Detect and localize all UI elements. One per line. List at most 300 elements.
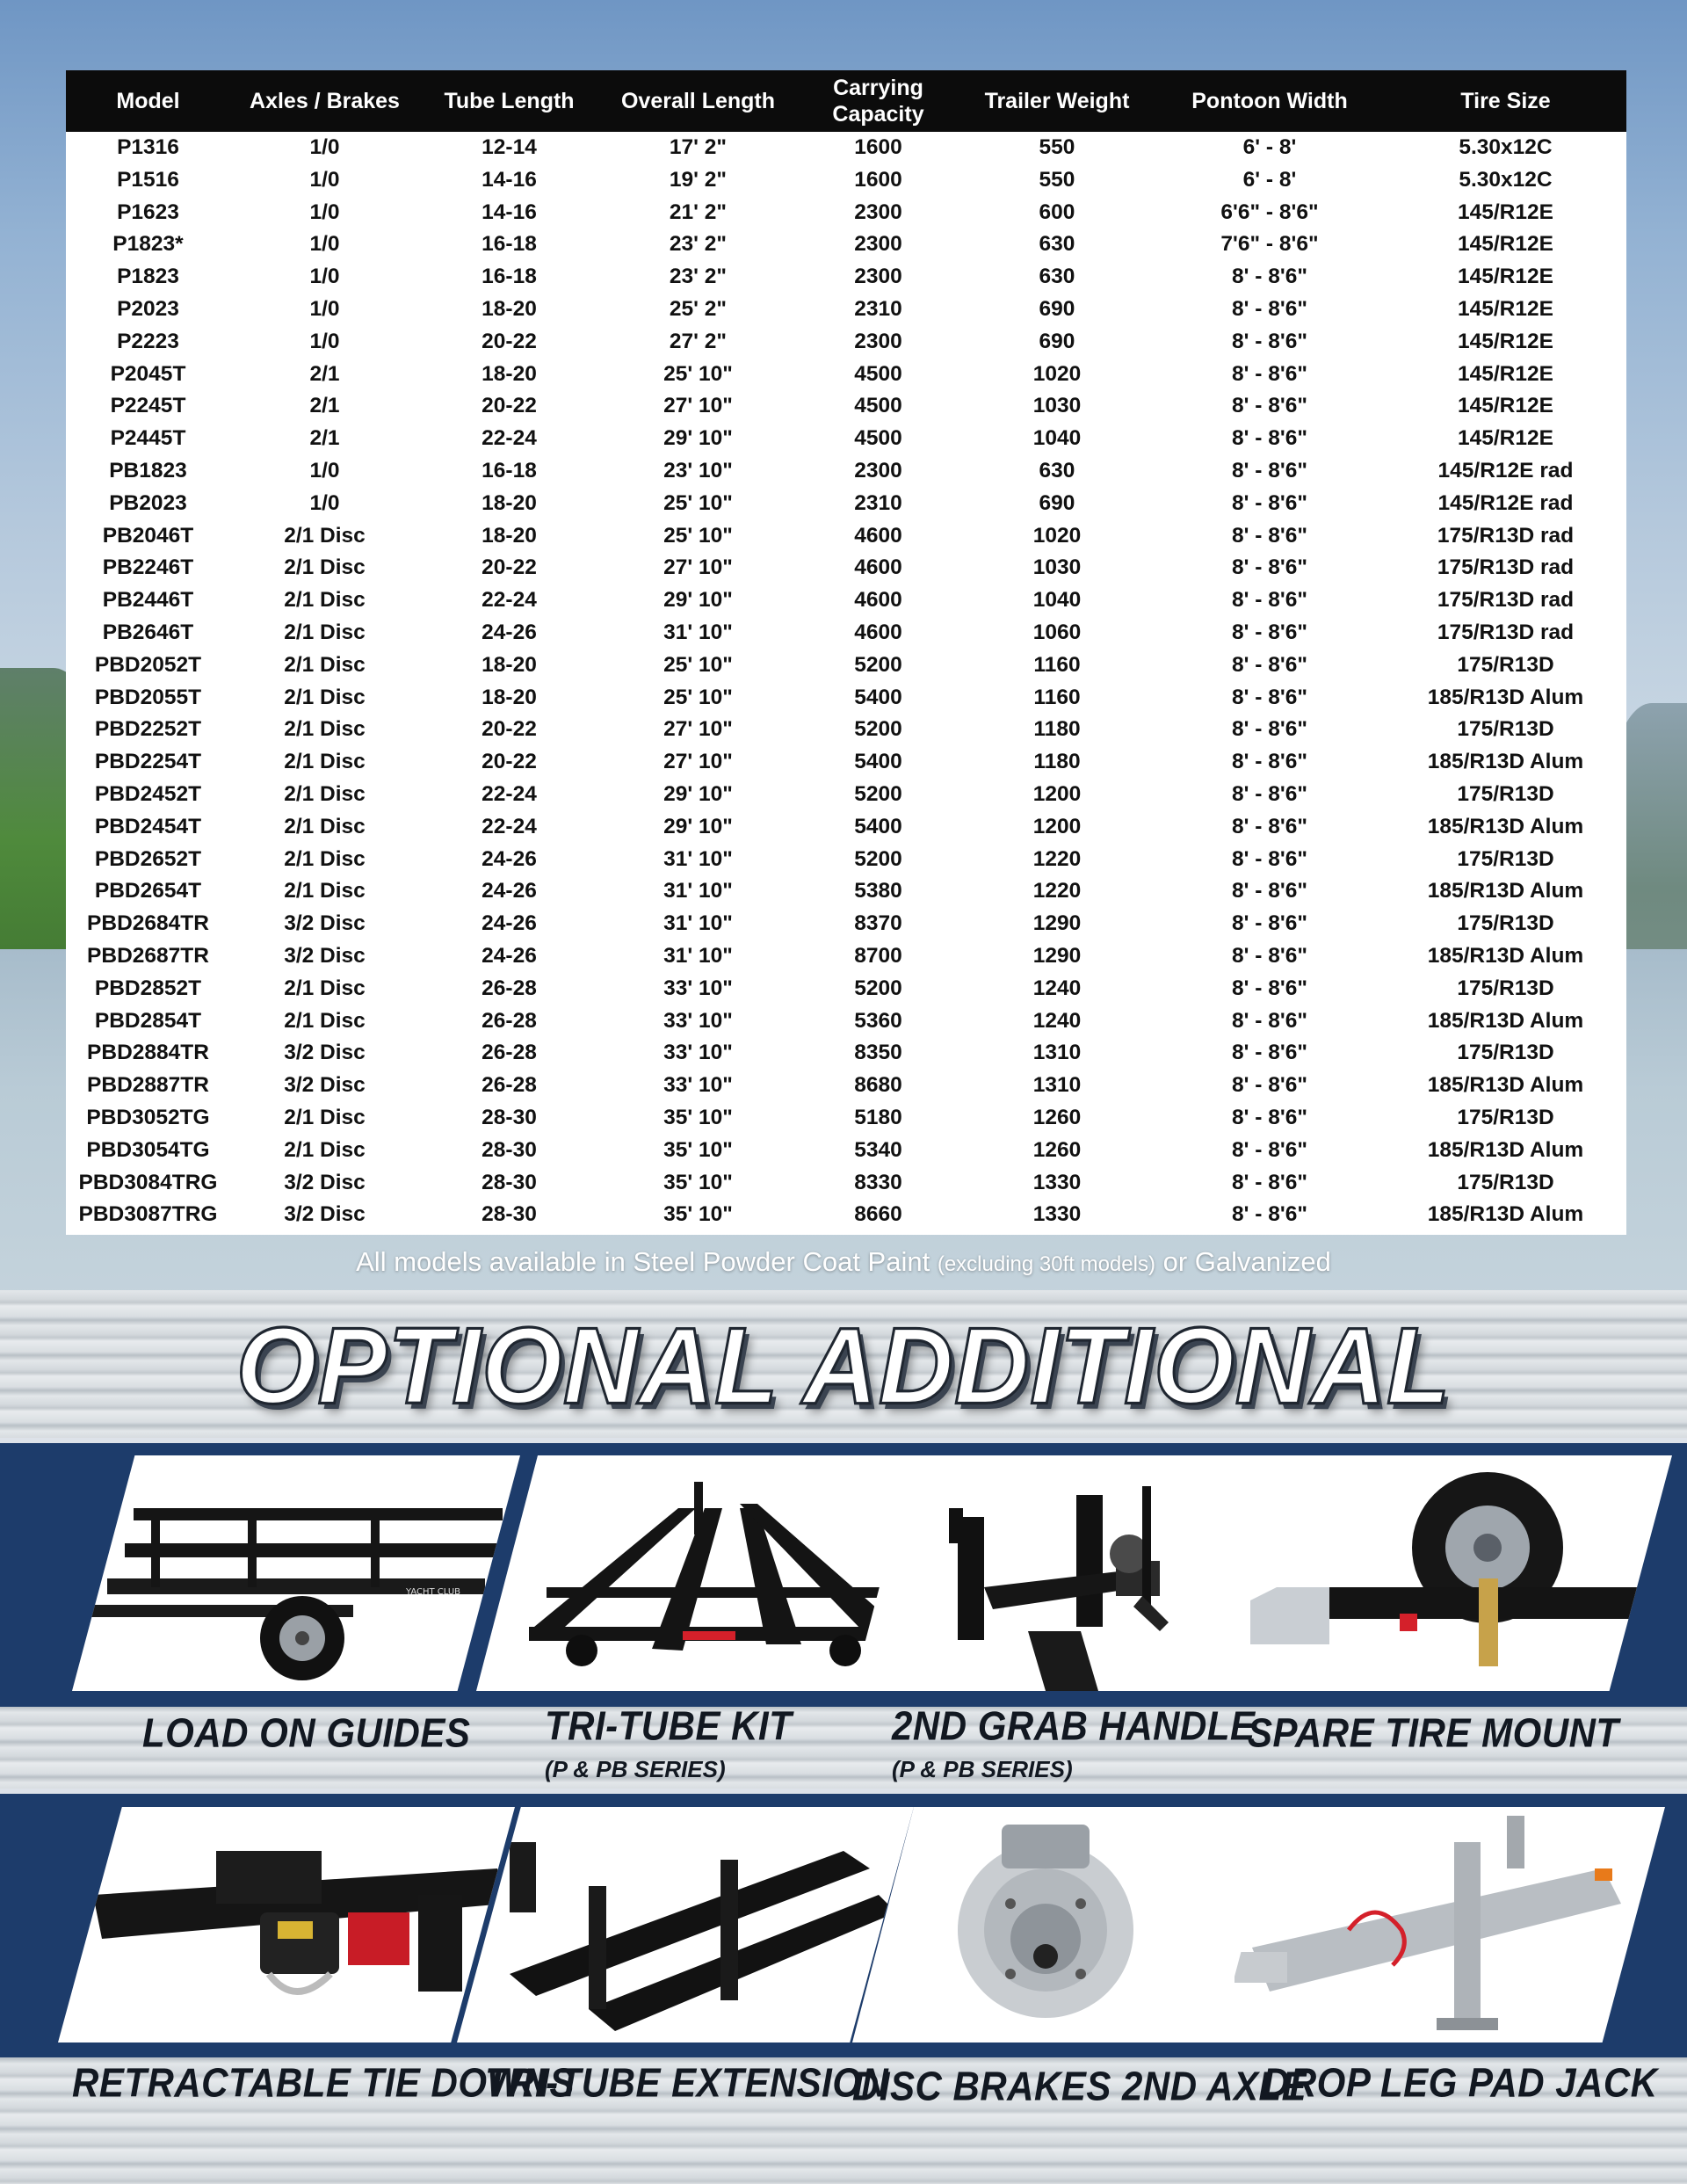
cell-tire-size: 185/R13D Alum bbox=[1427, 879, 1584, 903]
cell-carrying-capacity: 5180 bbox=[854, 1105, 902, 1129]
cell-overall-length: 27' 10" bbox=[663, 555, 733, 580]
feature-label-retractable-tie-downs: RETRACTABLE TIE DOWNS bbox=[72, 2059, 576, 2106]
header-carrying-capacity-text: Carrying Capacity bbox=[832, 76, 924, 127]
cell-trailer-weight: 600 bbox=[1039, 200, 1075, 224]
cell-carrying-capacity: 1600 bbox=[854, 135, 902, 159]
cell-trailer-weight: 1290 bbox=[1032, 943, 1082, 968]
cell-model: PBD2684TR bbox=[87, 911, 209, 936]
cell-carrying-capacity: 4500 bbox=[854, 394, 902, 418]
cell-model: PB2023 bbox=[109, 490, 187, 515]
cell-tire-size: 175/R13D bbox=[1457, 911, 1554, 936]
cell-overall-length: 27' 2" bbox=[669, 329, 728, 353]
cell-tire-size: 145/R12E rad bbox=[1437, 458, 1574, 483]
cell-axles-brakes: 2/1 bbox=[309, 426, 340, 451]
cell-trailer-weight: 1200 bbox=[1032, 814, 1082, 838]
availability-footnote bbox=[0, 1246, 1687, 1278]
cell-axles-brakes: 1/0 bbox=[309, 265, 340, 289]
cell-trailer-weight: 1220 bbox=[1032, 846, 1082, 871]
cell-axles-brakes: 2/1 Disc bbox=[284, 1008, 366, 1033]
cell-pontoon-width: 8' - 8'6" bbox=[1232, 296, 1307, 321]
table-row bbox=[66, 1005, 1626, 1038]
cell-pontoon-width: 8' - 8'6" bbox=[1232, 329, 1307, 353]
cell-overall-length: 33' 10" bbox=[663, 1041, 733, 1065]
cell-trailer-weight: 1240 bbox=[1032, 976, 1082, 1000]
cell-pontoon-width: 8' - 8'6" bbox=[1232, 394, 1307, 418]
cell-tire-size: 145/R12E bbox=[1458, 329, 1553, 353]
table-row bbox=[66, 682, 1626, 715]
cell-carrying-capacity: 5200 bbox=[854, 976, 902, 1000]
table-row bbox=[66, 390, 1626, 423]
table-row bbox=[66, 197, 1626, 229]
cell-model: PBD2052T bbox=[94, 652, 202, 677]
cell-carrying-capacity: 2300 bbox=[854, 232, 902, 257]
cell-pontoon-width: 8' - 8'6" bbox=[1232, 490, 1307, 515]
cell-tire-size: 185/R13D Alum bbox=[1427, 814, 1584, 838]
cell-model: PB2646T bbox=[102, 620, 194, 644]
cell-overall-length: 19' 2" bbox=[669, 167, 728, 192]
spec-table bbox=[66, 70, 1626, 1231]
cell-axles-brakes: 2/1 Disc bbox=[284, 652, 366, 677]
cell-tube-length: 28-30 bbox=[481, 1105, 537, 1129]
cell-overall-length: 29' 10" bbox=[663, 814, 733, 838]
brand-mark: YACHT CLUB bbox=[406, 1587, 461, 1597]
cell-carrying-capacity: 1600 bbox=[854, 167, 902, 192]
cell-carrying-capacity: 4600 bbox=[854, 620, 902, 644]
cell-tire-size: 175/R13D bbox=[1457, 717, 1554, 742]
cell-overall-length: 31' 10" bbox=[663, 620, 733, 644]
cell-tire-size: 145/R12E bbox=[1458, 361, 1553, 386]
cell-tire-size: 175/R13D bbox=[1457, 1170, 1554, 1194]
feature-label-2nd-grab-handle: 2ND GRAB HANDLE bbox=[892, 1702, 1256, 1749]
cell-pontoon-width: 6' - 8' bbox=[1242, 167, 1297, 192]
cell-tube-length: 24-26 bbox=[481, 911, 537, 936]
cell-carrying-capacity: 5200 bbox=[854, 846, 902, 871]
cell-tire-size: 175/R13D bbox=[1457, 1105, 1554, 1129]
cell-model: P1623 bbox=[117, 200, 179, 224]
cell-tube-length: 20-22 bbox=[481, 750, 537, 774]
table-row bbox=[66, 552, 1626, 584]
table-row bbox=[66, 423, 1626, 455]
cell-tube-length: 18-20 bbox=[481, 361, 537, 386]
cell-tube-length: 24-26 bbox=[481, 943, 537, 968]
cell-model: P2045T bbox=[110, 361, 186, 386]
cell-trailer-weight: 550 bbox=[1039, 135, 1075, 159]
cell-overall-length: 29' 10" bbox=[663, 426, 733, 451]
cell-tube-length: 18-20 bbox=[481, 296, 537, 321]
cell-trailer-weight: 1330 bbox=[1032, 1202, 1082, 1227]
drop-leg-pad-jack-image bbox=[1217, 1807, 1665, 2043]
cell-carrying-capacity: 8350 bbox=[854, 1041, 902, 1065]
footnote-tail: or Galvanized bbox=[1162, 1246, 1331, 1277]
cell-tire-size: 145/R12E bbox=[1458, 296, 1553, 321]
table-row bbox=[66, 520, 1626, 553]
table-row bbox=[66, 326, 1626, 359]
cell-model: PB1823 bbox=[109, 458, 187, 483]
cell-trailer-weight: 1180 bbox=[1033, 750, 1081, 774]
cell-overall-length: 25' 10" bbox=[663, 685, 733, 709]
table-row bbox=[66, 908, 1626, 940]
cell-tube-length: 20-22 bbox=[481, 394, 537, 418]
table-row bbox=[66, 1199, 1626, 1231]
cell-axles-brakes: 2/1 Disc bbox=[284, 523, 366, 548]
cell-tube-length: 14-16 bbox=[481, 167, 537, 192]
cell-overall-length: 35' 10" bbox=[663, 1137, 733, 1162]
cell-trailer-weight: 1060 bbox=[1032, 620, 1082, 644]
cell-tire-size: 175/R13D rad bbox=[1437, 555, 1575, 580]
cell-tube-length: 22-24 bbox=[481, 588, 537, 613]
cell-axles-brakes: 2/1 Disc bbox=[284, 976, 366, 1000]
cell-carrying-capacity: 8370 bbox=[854, 911, 902, 936]
cell-tube-length: 26-28 bbox=[481, 976, 537, 1000]
cell-trailer-weight: 690 bbox=[1039, 329, 1075, 353]
table-row bbox=[66, 261, 1626, 294]
feature-label-spare-tire-mount: SPARE TIRE MOUNT bbox=[1248, 1709, 1619, 1756]
cell-model: PBD2454T bbox=[94, 814, 202, 838]
cell-pontoon-width: 8' - 8'6" bbox=[1232, 1202, 1307, 1227]
cell-pontoon-width: 8' - 8'6" bbox=[1232, 1105, 1307, 1129]
band-bottom-stripe bbox=[0, 1789, 1687, 1794]
cell-axles-brakes: 2/1 Disc bbox=[284, 814, 366, 838]
table-row bbox=[66, 1135, 1626, 1167]
cell-axles-brakes: 3/2 Disc bbox=[284, 1073, 366, 1098]
header-model: Model bbox=[66, 70, 230, 132]
cell-trailer-weight: 1030 bbox=[1032, 555, 1082, 580]
feature-label-tri-tube-kit: TRI-TUBE KIT bbox=[545, 1702, 793, 1749]
table-row bbox=[66, 1102, 1626, 1135]
table-row bbox=[66, 488, 1626, 520]
cell-carrying-capacity: 5400 bbox=[854, 685, 902, 709]
cell-pontoon-width: 8' - 8'6" bbox=[1232, 1008, 1307, 1033]
cell-tire-size: 185/R13D Alum bbox=[1427, 1073, 1584, 1098]
cell-tube-length: 22-24 bbox=[481, 426, 537, 451]
table-row bbox=[66, 811, 1626, 844]
cell-trailer-weight: 1040 bbox=[1032, 426, 1082, 451]
cell-axles-brakes: 2/1 Disc bbox=[284, 1137, 366, 1162]
cell-carrying-capacity: 4600 bbox=[854, 588, 902, 613]
cell-model: P1516 bbox=[117, 167, 179, 192]
cell-model: PBD3054TG bbox=[86, 1137, 210, 1162]
cell-model: P1823* bbox=[112, 232, 184, 257]
cell-overall-length: 25' 10" bbox=[663, 361, 733, 386]
cell-axles-brakes: 2/1 Disc bbox=[284, 555, 366, 580]
cell-pontoon-width: 8' - 8'6" bbox=[1232, 426, 1307, 451]
cell-overall-length: 25' 2" bbox=[669, 296, 728, 321]
cell-model: P1316 bbox=[117, 135, 179, 159]
header-pontoon-width: Pontoon Width bbox=[1155, 70, 1385, 132]
cell-axles-brakes: 3/2 Disc bbox=[284, 911, 366, 936]
cell-trailer-weight: 1200 bbox=[1032, 781, 1082, 806]
cell-tire-size: 175/R13D rad bbox=[1437, 523, 1575, 548]
features-title: OPTIONAL ADDITIONAL bbox=[235, 1305, 1452, 1427]
cell-axles-brakes: 2/1 Disc bbox=[284, 781, 366, 806]
cell-axles-brakes: 1/0 bbox=[309, 232, 340, 257]
cell-model: P1823 bbox=[117, 265, 179, 289]
header-tire-size: Tire Size bbox=[1385, 70, 1626, 132]
cell-model: PB2446T bbox=[102, 588, 194, 613]
feature-label-load-on-guides: LOAD ON GUIDES bbox=[142, 1709, 471, 1756]
cell-model: PBD2852T bbox=[94, 976, 202, 1000]
cell-tire-size: 175/R13D rad bbox=[1437, 620, 1575, 644]
cell-pontoon-width: 8' - 8'6" bbox=[1232, 781, 1307, 806]
cell-pontoon-width: 8' - 8'6" bbox=[1232, 652, 1307, 677]
cell-carrying-capacity: 4600 bbox=[854, 555, 902, 580]
cell-trailer-weight: 630 bbox=[1039, 232, 1075, 257]
cell-carrying-capacity: 2300 bbox=[854, 458, 902, 483]
cell-axles-brakes: 1/0 bbox=[309, 490, 340, 515]
feature-label-disc-brakes-2nd-axle: DISC BRAKES 2ND AXLE bbox=[852, 2063, 1307, 2109]
cell-tube-length: 18-20 bbox=[481, 523, 537, 548]
cell-axles-brakes: 1/0 bbox=[309, 296, 340, 321]
cell-trailer-weight: 1260 bbox=[1032, 1105, 1082, 1129]
cell-model: PBD3084TRG bbox=[78, 1170, 218, 1194]
cell-pontoon-width: 8' - 8'6" bbox=[1232, 555, 1307, 580]
cell-pontoon-width: 8' - 8'6" bbox=[1232, 911, 1307, 936]
cell-axles-brakes: 1/0 bbox=[309, 329, 340, 353]
cell-pontoon-width: 8' - 8'6" bbox=[1232, 750, 1307, 774]
cell-tire-size: 175/R13D bbox=[1457, 781, 1554, 806]
cell-tube-length: 18-20 bbox=[481, 685, 537, 709]
cell-trailer-weight: 1020 bbox=[1032, 361, 1082, 386]
cell-pontoon-width: 8' - 8'6" bbox=[1232, 1137, 1307, 1162]
cell-tire-size: 175/R13D bbox=[1457, 1041, 1554, 1065]
cell-axles-brakes: 2/1 Disc bbox=[284, 750, 366, 774]
feature-label-tri-tube-extension: TRI-TUBE EXTENSION bbox=[485, 2059, 889, 2106]
cell-trailer-weight: 1260 bbox=[1032, 1137, 1082, 1162]
cell-tube-length: 16-18 bbox=[481, 265, 537, 289]
cell-tire-size: 185/R13D Alum bbox=[1427, 1137, 1584, 1162]
cell-carrying-capacity: 8330 bbox=[854, 1170, 902, 1194]
cell-carrying-capacity: 5400 bbox=[854, 814, 902, 838]
cell-carrying-capacity: 2300 bbox=[854, 329, 902, 353]
cell-model: PBD2854T bbox=[94, 1008, 202, 1033]
header-trailer-weight: Trailer Weight bbox=[959, 70, 1155, 132]
cell-pontoon-width: 8' - 8'6" bbox=[1232, 976, 1307, 1000]
cell-tube-length: 20-22 bbox=[481, 329, 537, 353]
cell-pontoon-width: 8' - 8'6" bbox=[1232, 846, 1307, 871]
cell-axles-brakes: 2/1 Disc bbox=[284, 717, 366, 742]
table-row bbox=[66, 844, 1626, 876]
cell-overall-length: 23' 2" bbox=[669, 232, 728, 257]
cell-tube-length: 16-18 bbox=[481, 458, 537, 483]
cell-pontoon-width: 6' - 8' bbox=[1242, 135, 1297, 159]
header-carrying-capacity bbox=[797, 70, 959, 132]
cell-overall-length: 35' 10" bbox=[663, 1170, 733, 1194]
cell-pontoon-width: 8' - 8'6" bbox=[1232, 1170, 1307, 1194]
table-row bbox=[66, 940, 1626, 973]
cell-trailer-weight: 1290 bbox=[1032, 911, 1082, 936]
table-row bbox=[66, 1167, 1626, 1200]
cell-axles-brakes: 2/1 Disc bbox=[284, 685, 366, 709]
cell-tube-length: 12-14 bbox=[481, 135, 537, 159]
cell-trailer-weight: 630 bbox=[1039, 265, 1075, 289]
tri-tube-extension-image bbox=[457, 1807, 914, 2043]
cell-tube-length: 24-26 bbox=[481, 846, 537, 871]
cell-carrying-capacity: 2310 bbox=[854, 296, 902, 321]
disc-brakes-2nd-axle-image bbox=[852, 1807, 1292, 2043]
cell-overall-length: 25' 10" bbox=[663, 523, 733, 548]
feature-sub-tri-tube-kit: (P & PB SERIES) bbox=[545, 1756, 726, 1782]
cell-pontoon-width: 8' - 8'6" bbox=[1232, 1041, 1307, 1065]
cell-tire-size: 145/R12E bbox=[1458, 200, 1553, 224]
cell-tube-length: 26-28 bbox=[481, 1008, 537, 1033]
cell-carrying-capacity: 5380 bbox=[854, 879, 902, 903]
cell-axles-brakes: 1/0 bbox=[309, 167, 340, 192]
cell-model: PBD2254T bbox=[94, 750, 202, 774]
cell-pontoon-width: 8' - 8'6" bbox=[1232, 943, 1307, 968]
retractable-tie-downs-image bbox=[58, 1807, 515, 2043]
table-row bbox=[66, 875, 1626, 908]
cell-tire-size: 175/R13D rad bbox=[1437, 588, 1575, 613]
cell-trailer-weight: 1030 bbox=[1032, 394, 1082, 418]
cell-overall-length: 29' 10" bbox=[663, 781, 733, 806]
cell-pontoon-width: 8' - 8'6" bbox=[1232, 588, 1307, 613]
cell-overall-length: 21' 2" bbox=[669, 200, 728, 224]
cell-trailer-weight: 1240 bbox=[1032, 1008, 1082, 1033]
table-row bbox=[66, 132, 1626, 164]
cell-tube-length: 28-30 bbox=[481, 1202, 537, 1227]
table-row bbox=[66, 1070, 1626, 1102]
load-on-guides-image bbox=[72, 1455, 520, 1691]
cell-carrying-capacity: 5200 bbox=[854, 781, 902, 806]
cell-overall-length: 31' 10" bbox=[663, 846, 733, 871]
cell-overall-length: 23' 10" bbox=[663, 458, 733, 483]
cell-tube-length: 22-24 bbox=[481, 814, 537, 838]
cell-tire-size: 145/R12E bbox=[1458, 232, 1553, 257]
cell-carrying-capacity: 5200 bbox=[854, 717, 902, 742]
feature-label-drop-leg-pad-jack: DROP LEG PAD JACK bbox=[1263, 2059, 1658, 2106]
cell-tire-size: 185/R13D Alum bbox=[1427, 685, 1584, 709]
cell-overall-length: 25' 10" bbox=[663, 490, 733, 515]
cell-axles-brakes: 2/1 Disc bbox=[284, 846, 366, 871]
spare-tire-mount-image bbox=[1224, 1455, 1672, 1691]
footnote-small: (excluding 30ft models) bbox=[937, 1252, 1155, 1276]
cell-trailer-weight: 690 bbox=[1039, 296, 1075, 321]
cell-carrying-capacity: 2300 bbox=[854, 265, 902, 289]
cell-tire-size: 175/R13D bbox=[1457, 846, 1554, 871]
cell-pontoon-width: 8' - 8'6" bbox=[1232, 523, 1307, 548]
cell-pontoon-width: 8' - 8'6" bbox=[1232, 458, 1307, 483]
cell-tube-length: 26-28 bbox=[481, 1041, 537, 1065]
cell-trailer-weight: 1180 bbox=[1033, 717, 1081, 742]
table-row bbox=[66, 455, 1626, 488]
cell-axles-brakes: 2/1 bbox=[309, 361, 340, 386]
second-grab-handle-image bbox=[852, 1455, 1292, 1691]
cell-carrying-capacity: 4500 bbox=[854, 361, 902, 386]
cell-trailer-weight: 550 bbox=[1039, 167, 1075, 192]
cell-model: PBD3052TG bbox=[86, 1105, 210, 1129]
cell-tire-size: 5.30x12C bbox=[1459, 135, 1553, 159]
cell-tube-length: 28-30 bbox=[481, 1137, 537, 1162]
cell-carrying-capacity: 5400 bbox=[854, 750, 902, 774]
cell-overall-length: 27' 10" bbox=[663, 717, 733, 742]
cell-trailer-weight: 1330 bbox=[1032, 1170, 1082, 1194]
cell-overall-length: 17' 2" bbox=[669, 135, 728, 159]
cell-model: PBD2884TR bbox=[87, 1041, 209, 1065]
cell-tire-size: 175/R13D bbox=[1457, 976, 1554, 1000]
table-row bbox=[66, 973, 1626, 1005]
cell-tube-length: 24-26 bbox=[481, 879, 537, 903]
cell-tire-size: 145/R12E bbox=[1458, 426, 1553, 451]
cell-axles-brakes: 2/1 bbox=[309, 394, 340, 418]
cell-model: PBD3087TRG bbox=[78, 1202, 218, 1227]
table-row bbox=[66, 1037, 1626, 1070]
cell-pontoon-width: 8' - 8'6" bbox=[1232, 814, 1307, 838]
cell-tire-size: 185/R13D Alum bbox=[1427, 1202, 1584, 1227]
cell-model: PB2046T bbox=[102, 523, 194, 548]
cell-pontoon-width: 8' - 8'6" bbox=[1232, 879, 1307, 903]
cell-overall-length: 33' 10" bbox=[663, 976, 733, 1000]
cell-model: P2023 bbox=[117, 296, 179, 321]
cell-overall-length: 31' 10" bbox=[663, 911, 733, 936]
cell-carrying-capacity: 8700 bbox=[854, 943, 902, 968]
table-row bbox=[66, 584, 1626, 617]
cell-pontoon-width: 8' - 8'6" bbox=[1232, 1073, 1307, 1098]
cell-axles-brakes: 3/2 Disc bbox=[284, 1170, 366, 1194]
cell-model: P2445T bbox=[110, 426, 186, 451]
cell-trailer-weight: 1160 bbox=[1033, 685, 1081, 709]
header-overall-length: Overall Length bbox=[599, 70, 797, 132]
cell-overall-length: 31' 10" bbox=[663, 879, 733, 903]
cell-tube-length: 20-22 bbox=[481, 555, 537, 580]
cell-tube-length: 26-28 bbox=[481, 1073, 537, 1098]
cell-overall-length: 23' 2" bbox=[669, 265, 728, 289]
cell-axles-brakes: 1/0 bbox=[309, 200, 340, 224]
table-row bbox=[66, 294, 1626, 326]
cell-model: PBD2252T bbox=[94, 717, 202, 742]
cell-axles-brakes: 3/2 Disc bbox=[284, 1202, 366, 1227]
table-row bbox=[66, 617, 1626, 649]
cell-carrying-capacity: 8680 bbox=[854, 1073, 902, 1098]
cell-trailer-weight: 630 bbox=[1039, 458, 1075, 483]
cell-overall-length: 27' 10" bbox=[663, 394, 733, 418]
table-row bbox=[66, 649, 1626, 682]
cell-pontoon-width: 8' - 8'6" bbox=[1232, 717, 1307, 742]
table-row bbox=[66, 714, 1626, 746]
cell-axles-brakes: 3/2 Disc bbox=[284, 1041, 366, 1065]
cell-tire-size: 175/R13D bbox=[1457, 652, 1554, 677]
cell-model: PBD2452T bbox=[94, 781, 202, 806]
spec-table-body bbox=[66, 132, 1626, 1231]
cell-axles-brakes: 3/2 Disc bbox=[284, 943, 366, 968]
cell-axles-brakes: 1/0 bbox=[309, 135, 340, 159]
cell-tube-length: 16-18 bbox=[481, 232, 537, 257]
cell-overall-length: 27' 10" bbox=[663, 750, 733, 774]
cell-carrying-capacity: 4500 bbox=[854, 426, 902, 451]
cell-pontoon-width: 8' - 8'6" bbox=[1232, 265, 1307, 289]
cell-trailer-weight: 1040 bbox=[1032, 588, 1082, 613]
cell-tire-size: 145/R12E bbox=[1458, 265, 1553, 289]
cell-pontoon-width: 8' - 8'6" bbox=[1232, 685, 1307, 709]
cell-pontoon-width: 7'6" - 8'6" bbox=[1220, 232, 1319, 257]
cell-model: PBD2055T bbox=[94, 685, 202, 709]
cell-axles-brakes: 2/1 Disc bbox=[284, 620, 366, 644]
cell-trailer-weight: 1310 bbox=[1032, 1041, 1082, 1065]
cell-overall-length: 33' 10" bbox=[663, 1008, 733, 1033]
tri-tube-kit-image bbox=[476, 1455, 916, 1691]
cell-overall-length: 35' 10" bbox=[663, 1202, 733, 1227]
cell-model: PBD2687TR bbox=[87, 943, 209, 968]
cell-overall-length: 25' 10" bbox=[663, 652, 733, 677]
cell-tire-size: 145/R12E rad bbox=[1437, 490, 1574, 515]
table-row bbox=[66, 229, 1626, 261]
feature-sub-2nd-grab-handle: (P & PB SERIES) bbox=[892, 1756, 1073, 1782]
cell-tube-length: 18-20 bbox=[481, 652, 537, 677]
cell-carrying-capacity: 4600 bbox=[854, 523, 902, 548]
cell-axles-brakes: 1/0 bbox=[309, 458, 340, 483]
cell-trailer-weight: 1020 bbox=[1032, 523, 1082, 548]
cell-model: PBD2887TR bbox=[87, 1073, 209, 1098]
cell-tube-length: 20-22 bbox=[481, 717, 537, 742]
